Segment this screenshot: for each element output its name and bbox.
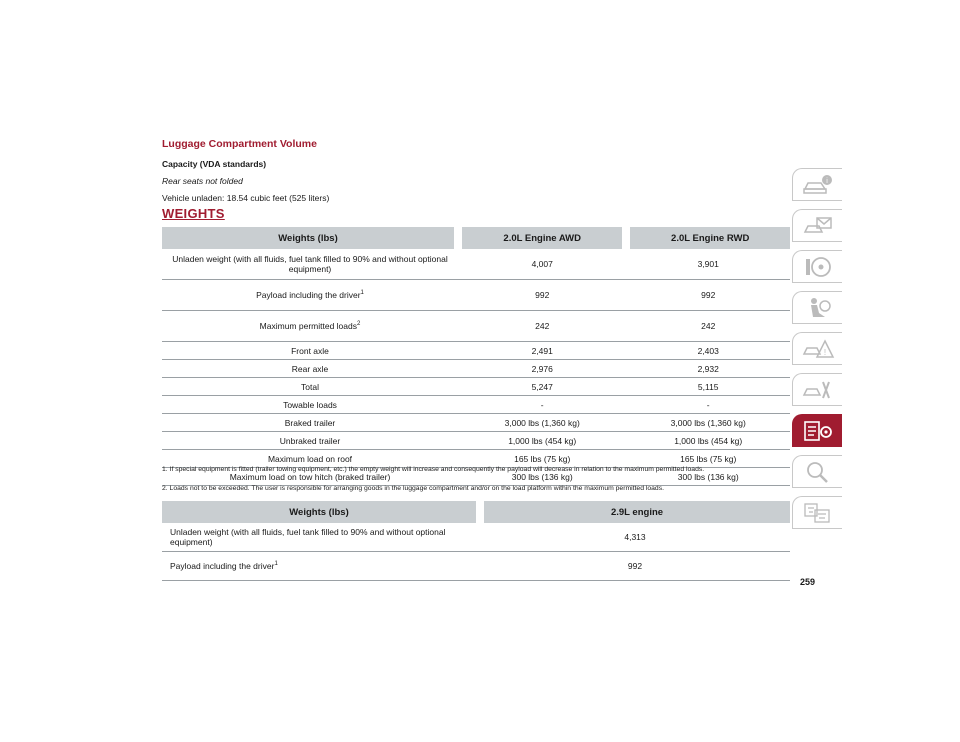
chapter-tab-servicing[interactable]: [792, 373, 842, 406]
svg-text:!: !: [823, 347, 826, 357]
table-row: [162, 396, 790, 414]
search-icon: [801, 460, 835, 484]
weights-heading: WEIGHTS: [162, 206, 225, 221]
chapter-tab-index[interactable]: [792, 455, 842, 488]
row-label: Towable loads: [162, 396, 458, 414]
page-number: 259: [800, 577, 816, 587]
footnote-ref: 1: [274, 561, 278, 568]
column-header: Weights (lbs): [162, 501, 480, 523]
section-title: Luggage Compartment Volume: [162, 138, 317, 150]
capacity-title: Capacity (VDA standards): [162, 159, 267, 169]
seat-airbag-icon: [801, 296, 835, 320]
table-row: [162, 432, 790, 450]
row-label: Unladen weight (with all fluids, fuel tank filled to 90% and without optional equipment): [162, 523, 480, 552]
table-row: [162, 552, 790, 581]
row-label: Maximum load on tow hitch (braked trailer): [162, 468, 458, 486]
chapter-tab-getting-to-know[interactable]: [792, 168, 842, 201]
cell-value: 1,000 lbs (454 kg): [458, 432, 626, 450]
weights-table-2-0l: [162, 227, 790, 486]
cell-value: 992: [480, 552, 790, 581]
column-header: 2.9L engine: [480, 501, 790, 523]
weights-table-2-9l: [162, 501, 790, 581]
row-label: Maximum load on roof: [162, 450, 458, 468]
cell-value: 242: [458, 311, 626, 342]
cell-value: 4,007: [458, 249, 626, 280]
table-header-row: [162, 501, 790, 523]
cell-value: 5,247: [458, 378, 626, 396]
svg-text:i: i: [825, 177, 828, 185]
cell-value: -: [626, 396, 790, 414]
column-header: 2.0L Engine AWD: [458, 227, 626, 249]
chapter-tab-dashboard[interactable]: [792, 209, 842, 242]
row-label: Unbraked trailer: [162, 432, 458, 450]
cell-value: 4,313: [480, 523, 790, 552]
chapter-tab-languages[interactable]: [792, 496, 842, 529]
capacity-value: Vehicle unladen: 18.54 cubic feet (525 liters): [162, 193, 330, 203]
row-label: Payload including the driver$^1$: [162, 280, 458, 311]
table-row: [162, 523, 790, 552]
table-row: [162, 414, 790, 432]
specs-gear-icon: [801, 419, 835, 443]
cell-value: 165 lbs (75 kg): [458, 450, 626, 468]
steering-wheel-icon: [801, 255, 835, 279]
row-label: Maximum permitted loads$^2$: [162, 311, 458, 342]
row-label: Front axle: [162, 342, 458, 360]
cell-value: 1,000 lbs (454 kg): [626, 432, 790, 450]
table-row: [162, 311, 790, 342]
table-row: [162, 360, 790, 378]
column-header: Weights (lbs): [162, 227, 458, 249]
cell-value: 300 lbs (136 kg): [626, 468, 790, 486]
chapter-tab-technical-specs[interactable]: [792, 414, 842, 447]
table-row: [162, 450, 790, 468]
cell-value: -: [458, 396, 626, 414]
car-warning-icon: [801, 337, 835, 361]
chapter-tab-safety[interactable]: [792, 291, 842, 324]
table-row: [162, 249, 790, 280]
row-label: Unladen weight (with all fluids, fuel tank filled to 90% and without optional equipment): [162, 249, 458, 280]
row-label: Braked trailer: [162, 414, 458, 432]
table-row: [162, 342, 790, 360]
row-label: Rear axle: [162, 360, 458, 378]
capacity-subtitle: Rear seats not folded: [162, 176, 243, 186]
cell-value: 992: [458, 280, 626, 311]
car-tools-icon: [801, 378, 835, 402]
cell-value: 2,491: [458, 342, 626, 360]
cell-value: 2,976: [458, 360, 626, 378]
footnote-2: 2. Loads not to be exceeded. The user is responsible for arranging goods in the luggage compartment and/or on the load platform within the maximum permitted loads.: [162, 485, 665, 492]
row-label: Payload including the driver$^1$: [162, 552, 480, 581]
cell-value: 3,000 lbs (1,360 kg): [626, 414, 790, 432]
car-info-icon: [801, 173, 835, 197]
chapter-sidebar: [792, 168, 842, 537]
table-row: [162, 280, 790, 311]
column-header: 2.0L Engine RWD: [626, 227, 790, 249]
cell-value: 165 lbs (75 kg): [626, 450, 790, 468]
chapter-tab-starting[interactable]: [792, 250, 842, 283]
cell-value: 992: [626, 280, 790, 311]
table-header-row: [162, 227, 790, 249]
footnote-ref: 1: [360, 290, 364, 297]
cell-value: 242: [626, 311, 790, 342]
footnote-ref: 2: [356, 321, 361, 328]
cell-value: 3,901: [626, 249, 790, 280]
table-row: [162, 378, 790, 396]
footnote-1: 1. If special equipment is fitted (trailer towing equipment, etc.) the empty weight will increase and consequently the payload will decrease in relation to the maximum permitted loads.: [162, 466, 705, 473]
chapter-tab-emergency[interactable]: [792, 332, 842, 365]
cell-value: 5,115: [626, 378, 790, 396]
cell-value: 3,000 lbs (1,360 kg): [458, 414, 626, 432]
car-mail-icon: [801, 214, 835, 238]
cell-value: 300 lbs (136 kg): [458, 468, 626, 486]
cell-value: 2,403: [626, 342, 790, 360]
language-icon: [801, 501, 835, 525]
cell-value: 2,932: [626, 360, 790, 378]
row-label: Total: [162, 378, 458, 396]
